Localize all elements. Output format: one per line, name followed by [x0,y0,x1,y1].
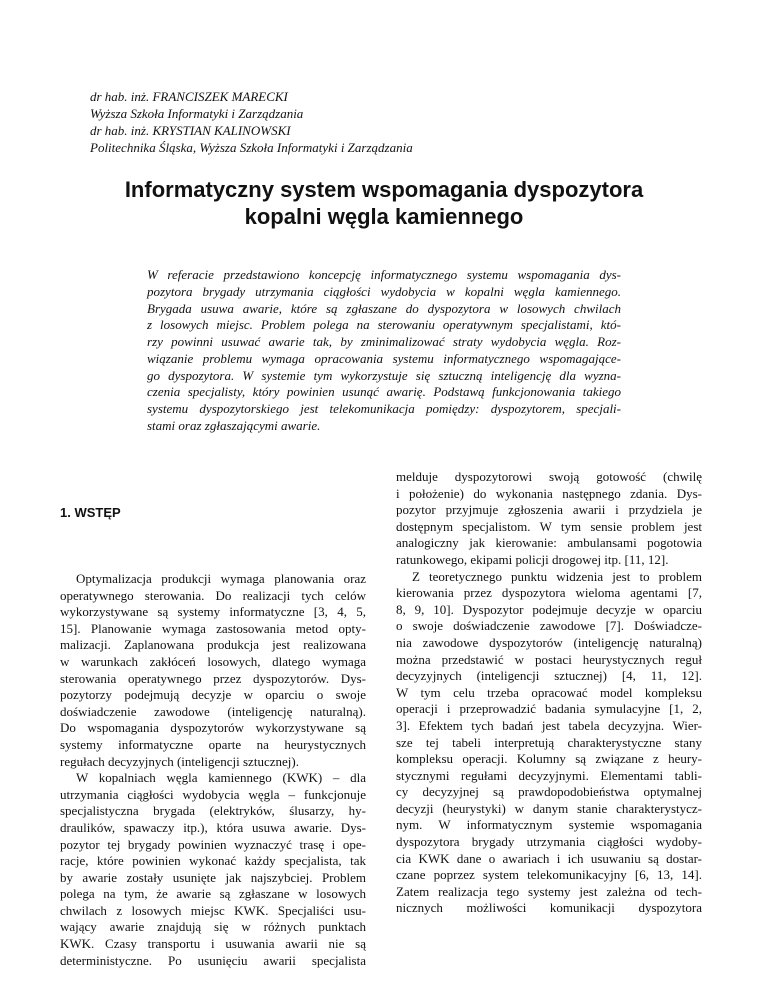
body-line: sze tej tabeli interpretują charakterystyczne stany [396,734,702,750]
body-line: specjalistyczna brygada (elektryków, ślusarzy, hy- [60,803,366,819]
body-line: deterministyczne. Po usunięciu awarii specjalista [60,952,366,968]
body-line: W kopalniach węgla kamiennego (KWK) – dla [76,770,366,786]
abstract-line: rzy powinni usuwać awarie tak, by zminimalizować straty wydobycia węgla. Roz- [147,334,621,349]
body-line: analogiczny jak kierowanie: ambulansami pogotowia [396,535,702,551]
body-line: nym. W informatycznym systemie wspomagania [396,817,702,833]
abstract [147,267,621,435]
body-line: wykorzystywane są systemy informatyczne [3, 4, 5, [60,604,366,620]
body-line: KWK. Czasy transportu i usuwania awarii nie są [60,936,366,952]
body-line: i położenie) do wykonania następnego zdania. Dys- [396,485,702,501]
body-line: systemy informatyczne oparte na heurystycznych [60,736,366,752]
body-line: kierowania przez dyspozytora wieloma agentami [7, [396,585,702,601]
body-column-right [396,469,702,917]
body-line: dyspozytora brygady utrzymania ciągłości wydoby- [396,834,702,850]
body-line: melduje dyspozytorowi swoją gotowość (chwilę [396,469,702,484]
body-line: stycznymi regułami decyzyjnymi. Elementami tabli- [396,767,702,783]
body-line: nia zawodowe dyspozytorów (inteligencję naturalną) [396,634,702,650]
body-line: kompleksu operacji. Kolumny są związane z heury- [396,751,702,767]
body-line: pozytor przyjmuje zgłoszenia awarii i przydziela je [396,502,702,518]
affiliation-line: Wyższa Szkoła Informatyki i Zarządzania [90,106,304,121]
body-line: 3]. Efektem tych badań jest tabela decyzyjna. Wier- [396,717,702,733]
body-line: wający awarie znajdują się w różnych punktach [60,919,366,935]
body-line: malizacji. Zaplanowana produkcja jest realizowana [60,637,366,653]
body-line: 8, 9, 10]. Dyspozytor podejmuje decyzje w oparciu [396,601,702,617]
body-line: Z teoretycznego punktu widzenia jest to problem [412,568,702,584]
abstract-line: W referacie przedstawiono koncepcję informatycznego systemu wspomagania dys- [147,267,621,282]
body-line: utrzymania ciągłości wydobycia węgla – funkcjonuje [60,786,366,802]
body-line: chwilach z losowych miejsc KWK. Specjaliści usu- [60,902,366,918]
body-line: pozytor tej brygady powinien wyznaczyć trasę i ope- [60,836,366,852]
body-line: decyzji (heurystyki) w danym stanie charakterystycz- [396,800,702,816]
abstract-line: Brygada usuwa awarie, które są zgłaszane do dyspozytora w losowych chwilach [147,300,621,316]
body-line: cy decyzyjnej są prawdopodobieństwa optymalnej [396,784,702,800]
author-line: dr hab. inż. FRANCISZEK MARECKI [90,89,288,104]
body-line: o swoje doświadczenie zawodowe [7]. Doświadcze- [396,618,702,634]
author-line: dr hab. inż. KRYSTIAN KALINOWSKI [90,123,291,138]
body-line: decyzyjnych (inteligencji sztucznej) [4, 11, 12]. [396,668,702,684]
abstract-line: pozytora brygady utrzymania ciągłości wydobycia w kopalni węgla kamiennego. [147,283,621,299]
abstract-line: stami oraz zgłaszającymi awarie. [147,417,321,433]
body-line: ratunkowego, ekipami policji drogowej itp. [11, 12]. [396,551,669,567]
body-line: W tym celu trzeba opracować model kompleksu [396,684,702,700]
abstract-line: systemu dyspozytorskiego jest telekomunikacja pomiędzy: dyspozytorem, specjali- [147,401,621,416]
body-column-left [60,571,366,969]
body-line: draulików, spawaczy itp.), która usuwa awarie. Dys- [60,819,366,835]
body-line: Zatem realizacja tego systemy jest zależna od tech- [396,883,702,899]
body-line: doświadczenie zawodowe (inteligencję naturalną). [60,703,366,719]
body-line: w warunkach zakłóceń losowych, dlatego wymaga [60,653,366,669]
body-line: racje, które powinien wykonać każdy specjalista, tak [60,853,366,869]
body-line: cia KWK dane o awariach i ich usuwaniu są dostar- [396,850,702,866]
author-affiliations [90,88,690,156]
abstract-line: wiązanie problemu wymaga opracowania systemu informatycznego wspomagające- [147,350,621,366]
body-line: operatywnego sterowania. Do realizacji tych celów [60,587,366,603]
abstract-line: z losowych miejsc. Problem polega na sterowaniu operatywnym specjalistami, któ- [147,317,621,333]
body-line: można przedstawić w postaci heurystycznych reguł [396,651,702,667]
body-line: operacji i przeprowadzić badania symulacyjne [1, 2, [396,701,702,717]
title-line: kopalni węgla kamiennego [244,204,524,229]
body-line: pozytorzy podejmują decyzje w oparciu o swoje [60,687,366,703]
abstract-line: go dyspozytora. W systemie tym wykorzystuje się sztuczną inteligencję dla wyzna- [147,367,621,383]
body-line: Optymalizacja produkcji wymaga planowania oraz [76,571,366,586]
affiliation-line: Politechnika Śląska, Wyższa Szkoła Informatyki i Zarządzania [90,140,413,155]
body-line: regułach decyzyjnych (inteligencji sztucznej). [60,753,299,769]
body-line: sterowania operatywnego przez dyspozytorów. Dys- [60,670,366,686]
body-line: by awarie zostały usunięte jak najszybciej. Problem [60,869,366,885]
body-line: dostępnym specjalistom. W tym sensie problem jest [396,518,702,534]
title-line: Informatyczny system wspomagania dyspozytora [124,177,644,202]
abstract-line: czenia specjalisty, który powinien usunąć awarię. Podstawą funkcjonowania takiego [147,384,621,400]
body-line: nicznych możliwości komunikacji dyspozytora [396,900,702,916]
section-heading: 1. WSTĘP [60,505,121,520]
body-line: czane poprzez system telekomunikacyjny [6, 13, 14]. [396,867,702,883]
body-line: polega na tym, że awarie są zgłaszane w losowych [60,886,366,902]
body-line: 15]. Planowanie wymaga zastosowania metod opty- [60,620,366,636]
paper-title [60,176,708,230]
body-line: Do wspomagania dyspozytorów wykorzystywane są [60,720,366,736]
